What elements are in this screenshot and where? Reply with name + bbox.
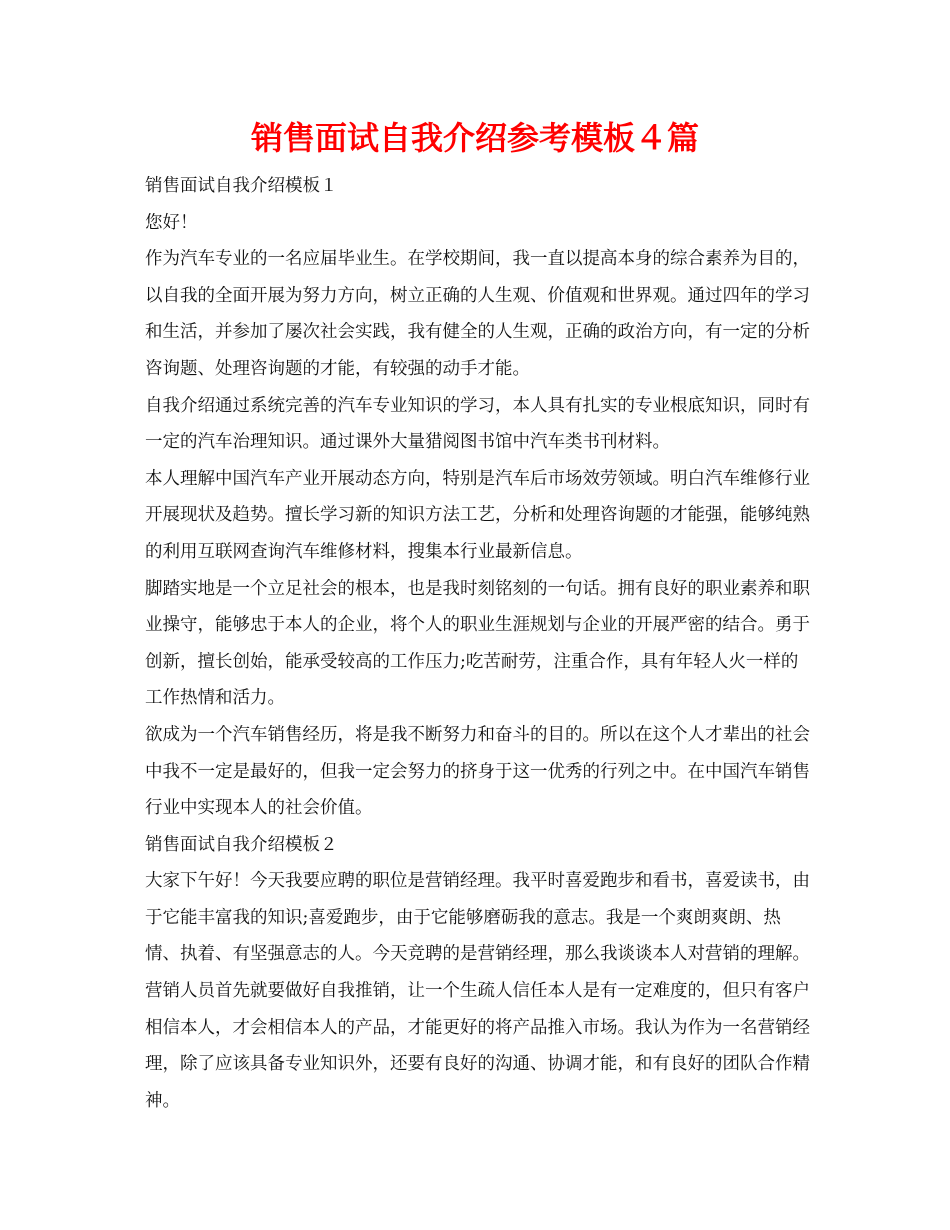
body-paragraph: 作为汽车专业的一名应届毕业生。在学校期间，我一直以提高本身的综合素养为目的，以自我的全面开展为努力方向，树立正确的人生观、价值观和世界观。通过四年的学习和生活，并参加了屡次社会实践，我有健全的人生观，正确的政治方向，有一定的分析咨询题、处理咨询题的才能，有较强的动手才能。 xyxy=(145,249,810,379)
document-title: 销售面试自我介绍参考模板４篇 xyxy=(250,119,699,157)
greeting-paragraph: 您好！ xyxy=(145,212,198,233)
section-heading-2: 销售面试自我介绍模板２ xyxy=(145,834,338,855)
body-paragraph: 本人理解中国汽车产业开展动态方向，特别是汽车后市场效劳领域。明白汽车维修行业开展现状及趋势。擅长学习新的知识方法工艺，分析和处理咨询题的才能强，能够纯熟的利用互联网查询汽车维修材料，搜集本行业最新信息。 xyxy=(145,468,810,562)
body-paragraph: 自我介绍通过系统完善的汽车专业知识的学习，本人具有扎实的专业根底知识，同时有一定的汽车治理知识。通过课外大量猎阅图书馆中汽车类书刊材料。 xyxy=(145,395,810,453)
document-body xyxy=(145,168,815,1119)
body-paragraph: 脚踏实地是一个立足社会的根本，也是我时刻铭刻的一句话。拥有良好的职业素养和职业操守，能够忠于本人的企业，将个人的职业生涯规划与企业的开展严密的结合。勇于创新，擅长创始，能承受较高的工作压力;吃苦耐劳，注重合作，具有年轻人火一样的工作热情和活力。 xyxy=(145,578,810,709)
body-paragraph: 欲成为一个汽车销售经历，将是我不断努力和奋斗的目的。所以在这个人才辈出的社会中我不一定是最好的，但我一定会努力的挤身于这一优秀的行列之中。在中国汽车销售行业中实现本人的社会价值。 xyxy=(145,724,810,819)
section-heading-1: 销售面试自我介绍模板１ xyxy=(145,176,338,196)
body-paragraph: 大家下午好！今天我要应聘的职位是营销经理。我平时喜爱跑步和看书，喜爱读书，由于它能丰富我的知识;喜爱跑步，由于它能够磨砺我的意志。我是一个爽朗爽朗、热情、执着、有坚强意志的人。今天竞聘的是营销经理，那么我谈谈本人对营销的理解。营销人员首先就要做好自我推销，让一个生疏人信任本人是有一定难度的，但只有客户相信本人，才会相信本人的产品，才能更好的将产品推入市场。我认为作为一名营销经理，除了应该具备专业知识外，还要有良好的沟通、协调才能，和有良好的团队合作精神。 xyxy=(145,871,810,1111)
